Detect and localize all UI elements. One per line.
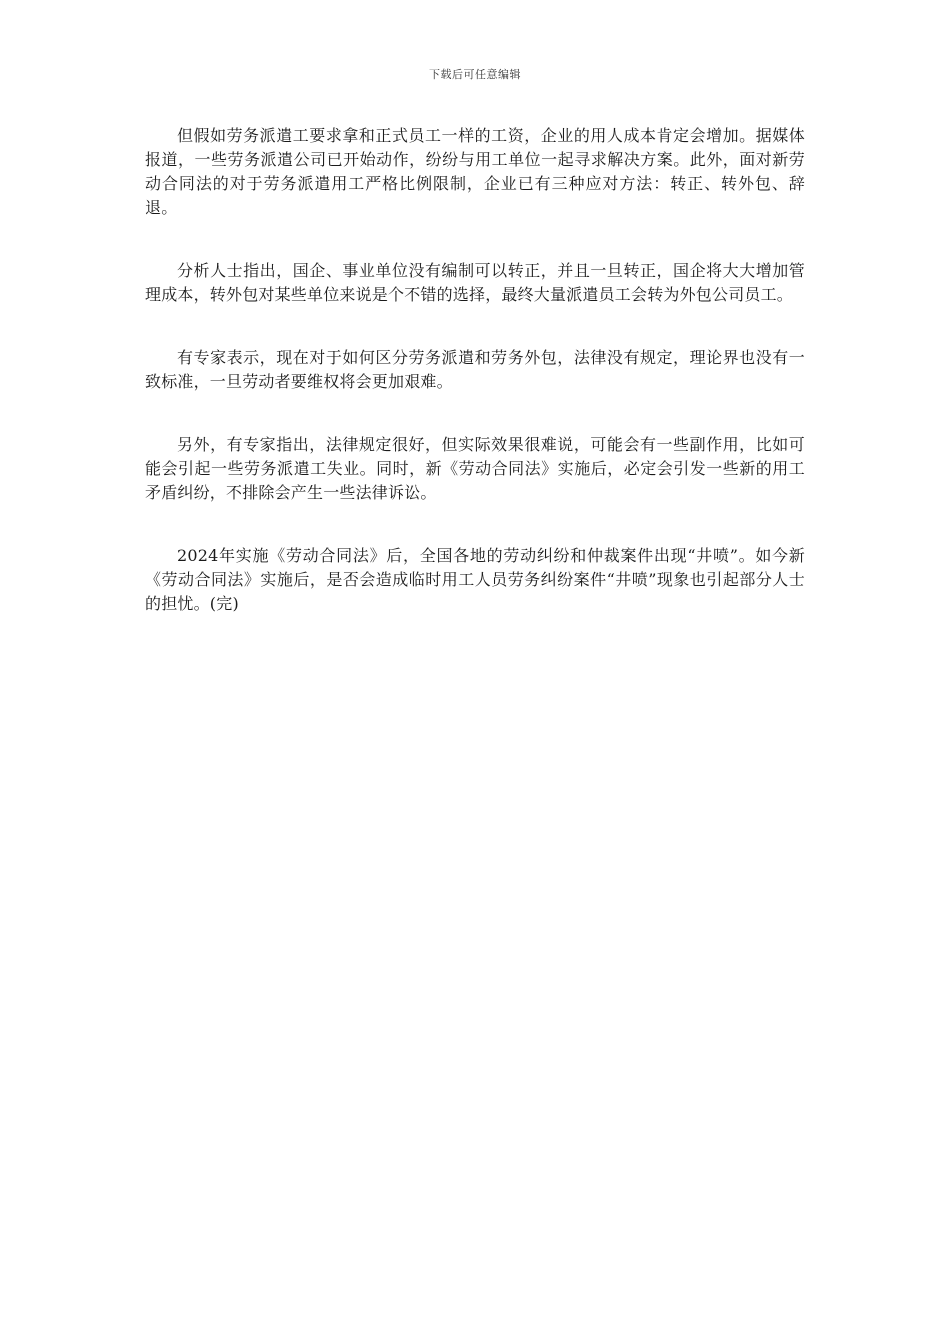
paragraph-5: 2024年实施《劳动合同法》后，全国各地的劳动纠纷和仲裁案件出现“井喷”。如今新《劳动合同法》实施后，是否会造成临时用工人员劳务纠纷案件“井喷”现象也引起部分人士的担忧。(完) [145, 546, 805, 613]
paragraph-2: 分析人士指出，国企、事业单位没有编制可以转正，并且一旦转正，国企将大大增加管理成本，转外包对某些单位来说是个不错的选择，最终大量派遣员工会转为外包公司员工。 [145, 261, 805, 304]
paragraph-4: 另外，有专家指出，法律规定很好，但实际效果很难说，可能会有一些副作用，比如可能会引起一些劳务派遣工失业。同时，新《劳动合同法》实施后，必定会引发一些新的用工矛盾纠纷，不排除会产生一些法律诉讼。 [145, 435, 805, 502]
paragraph-1: 但假如劳务派遣工要求拿和正式员工一样的工资，企业的用人成本肯定会增加。据媒体报道，一些劳务派遣公司已开始动作，纷纷与用工单位一起寻求解决方案。此外，面对新劳动合同法的对于劳务派遣用工严格比例限制，企业已有三种应对方法：转正、转外包、辞退。 [145, 126, 805, 217]
header-note: 下载后可任意编辑 [429, 68, 521, 81]
document-body [145, 124, 805, 655]
paragraph-3: 有专家表示，现在对于如何区分劳务派遣和劳务外包，法律没有规定，理论界也没有一致标准，一旦劳动者要维权将会更加艰难。 [145, 348, 805, 391]
